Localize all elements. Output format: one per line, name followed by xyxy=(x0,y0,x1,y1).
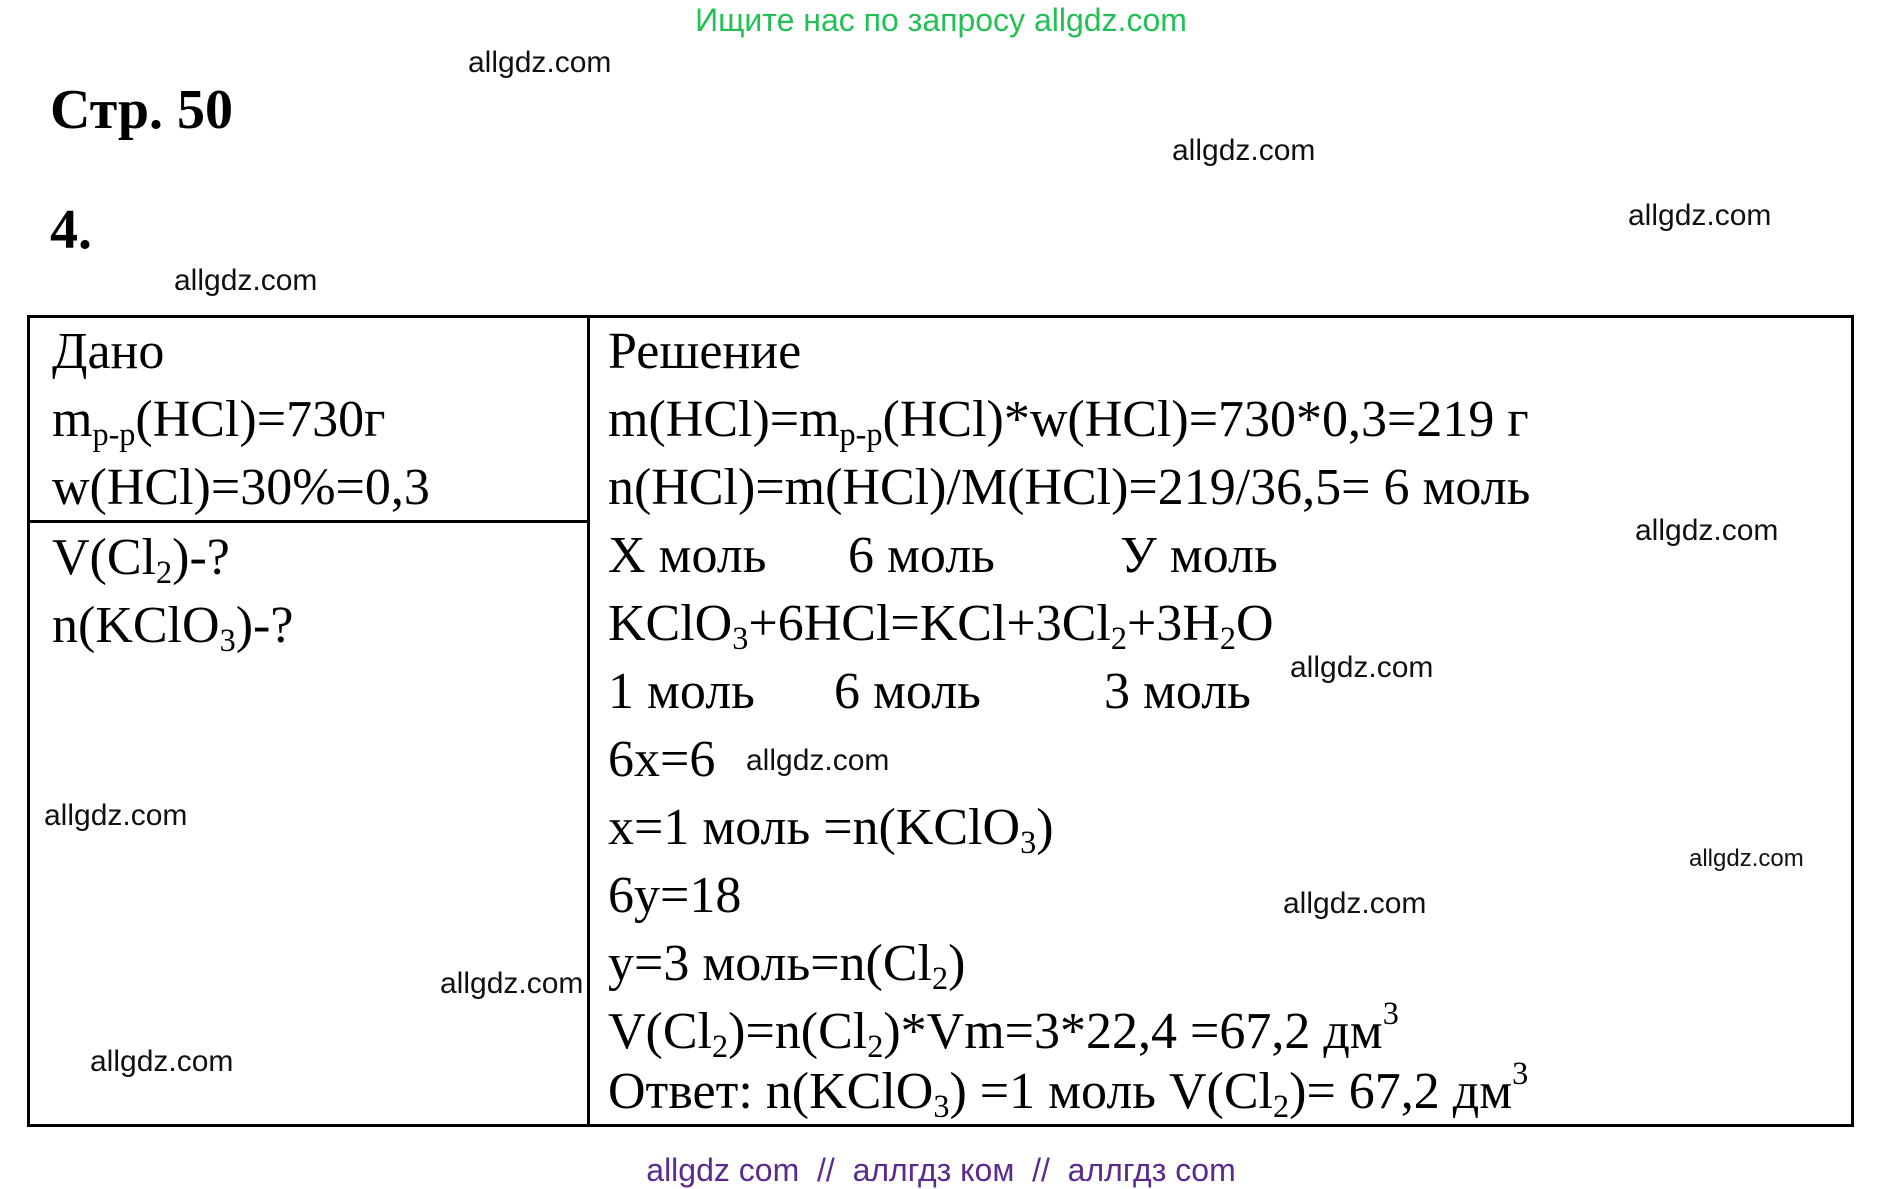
task-number: 4. xyxy=(50,199,92,261)
solution-line-6y: 6у=18 xyxy=(608,867,742,924)
solution-line-x: х=1 моль =n(KClO$_3$) xyxy=(608,799,1054,861)
watermark: allgdz.com xyxy=(468,46,612,79)
watermark: allgdz.com xyxy=(1635,514,1779,547)
column-divider xyxy=(587,318,590,1124)
moles-below-1: 1 моль xyxy=(608,663,755,720)
answer-line: Ответ: n(KClO$_3$) =1 моль $V(Cl_2)= 67,2$ $дм^3$ xyxy=(608,1054,1529,1125)
solution-table xyxy=(27,315,1854,1127)
watermark: allgdz.com xyxy=(440,967,584,1000)
solution-line-volume: $V(Cl_2)=n(Cl_2)*Vm=3*22,4 =67,2$ $дм^3$ xyxy=(608,994,1399,1065)
solution-line-6x: 6х=6 xyxy=(608,731,716,788)
find-volume: $V(Cl_2)-$? xyxy=(52,529,230,591)
watermark: allgdz.com xyxy=(746,744,890,777)
page-title: Стр. 50 xyxy=(50,79,234,141)
watermark: allgdz.com xyxy=(44,799,188,832)
moles-above-2: 6 моль xyxy=(848,527,995,584)
moles-above-1: Х моль xyxy=(608,527,767,584)
watermark: allgdz.com xyxy=(1172,134,1316,167)
watermark: allgdz.com xyxy=(1628,199,1772,232)
given-header: Дано xyxy=(52,323,165,380)
moles-below-2: 6 моль xyxy=(834,663,981,720)
solution-header: Решение xyxy=(608,323,802,380)
watermark: allgdz.com xyxy=(1283,887,1427,920)
moles-above-3: У моль xyxy=(1120,527,1278,584)
solution-line-y: у=3 $моль=n(Cl_2)$ xyxy=(608,935,966,997)
solution-line-mass: $m(HCl)=m_{р-р}(HCl)*w(HCl)=730*0,3=219$ г xyxy=(608,391,1529,453)
find-moles: n(KClO$_3$)-? xyxy=(52,597,294,659)
given-fraction: w(HCl)=30%=0,3 xyxy=(52,459,430,516)
watermark: allgdz.com xyxy=(90,1045,234,1078)
given-mass: $m_{р-р}(HCl)=730г$ xyxy=(52,391,386,453)
footer-links: allgdz com // аллгдз ком // аллгдз com xyxy=(646,1152,1236,1188)
reaction-equation: $KClO_3+6HCl=KCl+3Cl_2+3H_2O$ xyxy=(608,595,1274,657)
moles-below-3: 3 моль xyxy=(1104,663,1251,720)
watermark: allgdz.com xyxy=(174,264,318,297)
solution-line-moles: n(HCl)=m(HCl)/M(HCl)=219/36,5= 6 моль xyxy=(608,459,1531,516)
top-banner: Ищите нас по запросу allgdz.com xyxy=(695,2,1187,38)
watermark: allgdz.com xyxy=(1290,651,1434,684)
watermark: allgdz.com xyxy=(1689,845,1804,872)
